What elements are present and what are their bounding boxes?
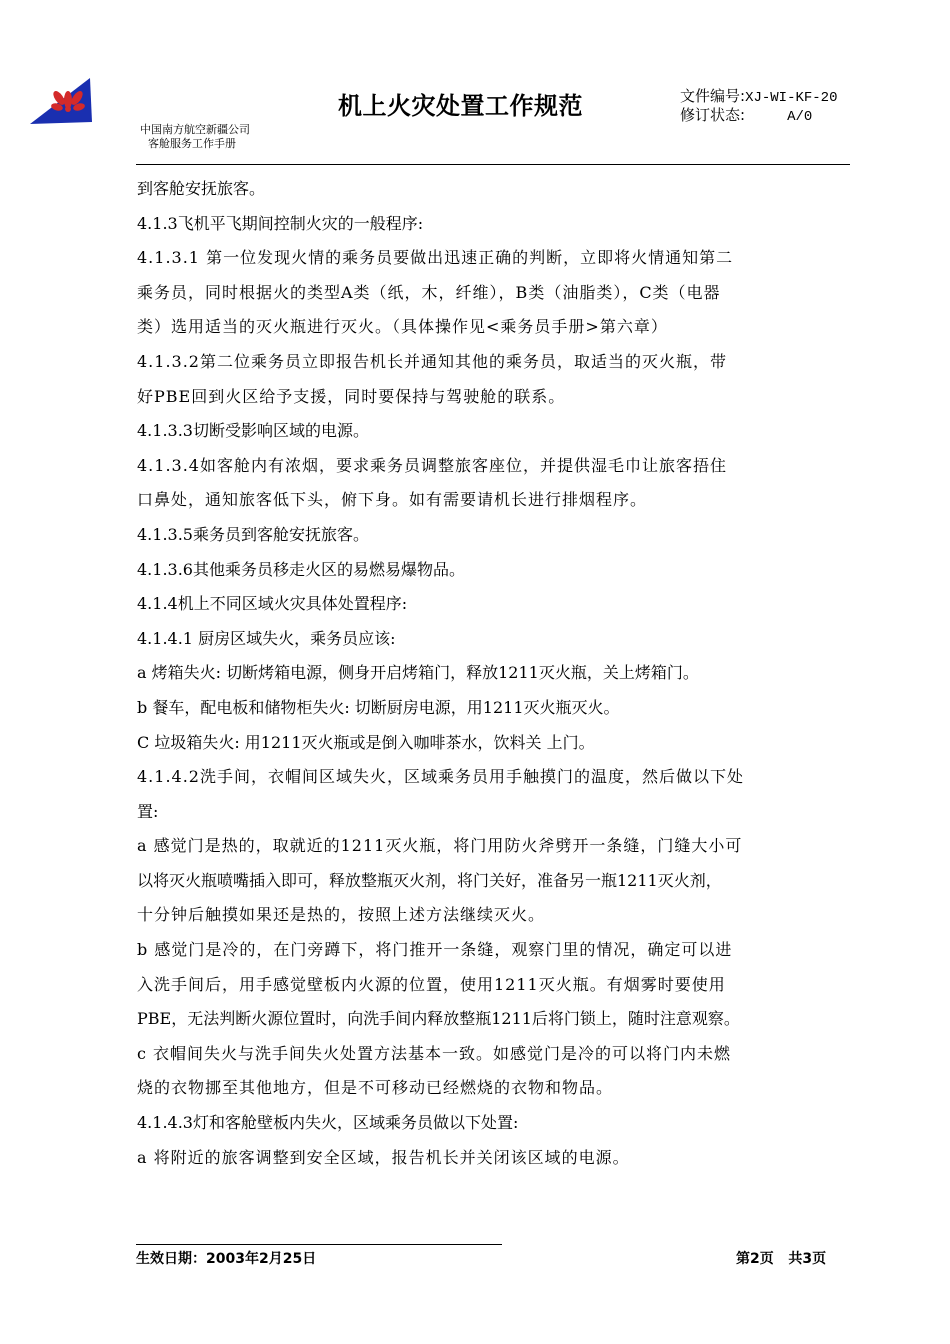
- document-meta: [680, 88, 837, 126]
- body-line: b 餐车，配电板和储物柜失火: 切断厨房电源，用1211灭火瓶灭火。: [137, 697, 620, 717]
- body-line: 4.1.3.3切断受影响区域的电源。: [137, 421, 369, 441]
- body-line: 烧的衣物挪至其他地方，但是不可移动已经燃烧的衣物和物品。: [137, 1078, 614, 1098]
- body-line: 4.1.3飞机平飞期间控制火灾的一般程序:: [137, 213, 424, 233]
- revision-value: A/0: [787, 109, 813, 125]
- manual-name: 客舱服务工作手册: [148, 138, 236, 150]
- body-line: 4.1.4.2洗手间，衣帽间区域失火，区域乘务员用手触摸门的温度，然后做以下处: [137, 767, 744, 787]
- page-total: 共3页: [788, 1251, 827, 1267]
- body-line: 置:: [137, 801, 159, 821]
- body-line: 口鼻处，通知旅客低下头，俯下身。如有需要请机长进行排烟程序。: [137, 490, 648, 510]
- body-line: C 垃圾箱失火: 用1211灭火瓶或是倒入咖啡茶水，饮料关 上门。: [137, 732, 595, 752]
- page-current: 第2页: [736, 1251, 774, 1267]
- body-line: a 将附近的旅客调整到安全区域，报告机长并关闭该区域的电源。: [137, 1147, 630, 1167]
- body-line: c 衣帽间失火与洗手间失火处置方法基本一致。如感觉门是冷的可以将门内未燃: [137, 1043, 732, 1063]
- body-line: 4.1.3.6其他乘务员移走火区的易燃易爆物品。: [137, 559, 465, 579]
- company-logo: [28, 76, 98, 126]
- body-line: 4.1.4.1 厨房区域失火，乘务员应该:: [137, 628, 396, 648]
- effective-date: 生效日期：2003年2月25日: [136, 1251, 317, 1267]
- body-line: b 感觉门是冷的，在门旁蹲下，将门推开一条缝，观察门里的情况，确定可以进: [137, 940, 733, 960]
- body-line: 以将灭火瓶喷嘴插入即可，释放整瓶灭火剂，将门关好，准备另一瓶1211灭火剂，: [137, 870, 722, 890]
- page-indicator: [736, 1248, 826, 1268]
- body-line: 4.1.4机上不同区域火灾具体处置程序:: [137, 594, 408, 614]
- body-line: 入洗手间后，用手感觉壁板内火源的位置，使用1211灭火瓶。有烟雾时要使用: [137, 974, 726, 994]
- company-name: 中国南方航空新疆公司: [140, 124, 250, 136]
- body-line: 4.1.3.5乘务员到客舱安抚旅客。: [137, 524, 369, 544]
- organization-block: [140, 123, 250, 151]
- doc-number-label: 文件编号:: [680, 87, 746, 105]
- body-line: 十分钟后触摸如果还是热的，按照上述方法继续灭火。: [137, 905, 546, 925]
- doc-number-row: [680, 88, 837, 107]
- revision-row: [680, 107, 837, 126]
- body-line: 4.1.4.3灯和客舱壁板内失火，区域乘务员做以下处置:: [137, 1113, 519, 1133]
- body-line: 类）选用适当的灭火瓶进行灭火。（具体操作见<乘务员手册>第六章）: [137, 317, 668, 337]
- body-line: 4.1.3.4如客舱内有浓烟，要求乘务员调整旅客座位，并提供湿毛巾让旅客捂住: [137, 455, 727, 475]
- document-title: 机上火灾处置工作规范: [338, 92, 583, 120]
- body-line: a 感觉门是热的，取就近的1211灭火瓶，将门用防火斧劈开一条缝，门缝大小可: [137, 836, 743, 856]
- body-line: 好PBE回到火区给予支援，同时要保持与驾驶舱的联系。: [137, 386, 566, 406]
- body-line: a 烤箱失火: 切断烤箱电源，侧身开启烤箱门，释放1211灭火瓶，关上烤箱门。: [137, 663, 699, 683]
- body-line: 到客舱安抚旅客。: [137, 179, 266, 198]
- revision-label: 修订状态:: [680, 106, 746, 124]
- document-body: [137, 172, 827, 1175]
- body-line: 4.1.3.1 第一位发现火情的乘务员要做出迅速正确的判断，立即将火情通知第二: [137, 248, 734, 268]
- doc-number-value: XJ-WI-KF-20: [745, 90, 838, 106]
- header-divider: [136, 164, 850, 165]
- body-line: PBE，无法判断火源位置时，向洗手间内释放整瓶1211后将门锁上，随时注意观察。: [137, 1009, 740, 1029]
- footer-divider: [136, 1244, 502, 1245]
- body-line: 乘务员，同时根据火的类型A类（纸，木，纤维），B类（油脂类），C类（电器: [137, 282, 721, 302]
- body-line: 4.1.3.2第二位乘务员立即报告机长并通知其他的乘务员，取适当的灭火瓶，带: [137, 351, 727, 371]
